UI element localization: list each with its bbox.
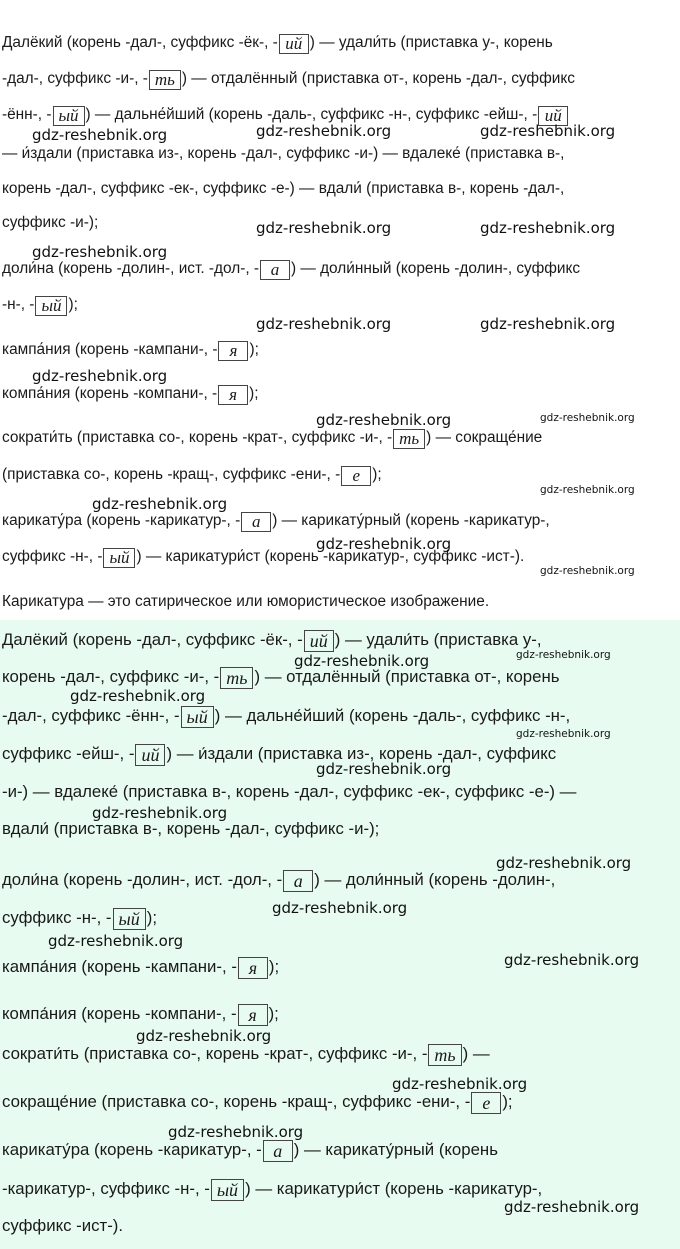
- watermark: gdz-reshebnik.org: [48, 932, 184, 950]
- text-segment: сокраще́ние (приставка со-, корень -кращ-, суффикс -ени-, -: [2, 1092, 471, 1111]
- ending-box: я: [218, 341, 248, 361]
- text-segment: доли́на (корень -долин-, ист. -дол-, -: [2, 260, 259, 277]
- ending-box: ый: [35, 296, 67, 316]
- text-segment: -дал-, суффикс -ённ-, -: [2, 706, 180, 725]
- ending-box: ый: [53, 106, 85, 126]
- text-segment: );: [372, 466, 382, 483]
- watermark: gdz-reshebnik.org: [480, 122, 616, 140]
- watermark: gdz-reshebnik.org: [540, 484, 635, 496]
- watermark: gdz-reshebnik.org: [136, 1027, 272, 1045]
- ending-box: ий: [279, 34, 309, 54]
- text-line: [2, 385, 259, 405]
- text-segment: Карикатура — это сатирическое или юмористическое изображение.: [2, 593, 490, 610]
- ending-box: ть: [149, 70, 181, 90]
- text-segment: -н-, -: [2, 296, 35, 313]
- text-segment: сократи́ть (приставка со-, корень -крат-, суффикс -и-, -: [2, 1044, 428, 1063]
- text-segment: ) — дальне́йший (корень -даль-, суффикс -н-, суффикс -ейш-, -: [85, 106, 538, 123]
- ending-box: ть: [220, 667, 253, 689]
- ending-box: ть: [393, 429, 425, 449]
- ending-box: ый: [113, 908, 146, 930]
- text-line: [2, 214, 98, 232]
- text-segment: ) — карикатури́ст (корень -карикатур-,: [245, 1179, 543, 1198]
- watermark: gdz-reshebnik.org: [168, 1123, 304, 1141]
- watermark: gdz-reshebnik.org: [504, 1198, 640, 1216]
- text-segment: суффикс -ейш-, -: [2, 744, 135, 763]
- ending-box: я: [238, 957, 268, 979]
- text-segment: ) — доли́нный (корень -долин-, суффикс: [291, 260, 581, 277]
- text-line: [2, 706, 570, 728]
- text-segment: сократи́ть (приставка со-, корень -крат-, суффикс -и-, -: [2, 429, 393, 446]
- text-line: [2, 1140, 498, 1162]
- text-segment: ) — карикату́рный (корень -карикатур-,: [272, 512, 550, 529]
- text-segment: Далёкий (корень -дал-, суффикс -ёк-, -: [2, 630, 303, 649]
- watermark: gdz-reshebnik.org: [480, 315, 616, 333]
- text-segment: );: [249, 341, 259, 358]
- text-line: [2, 744, 556, 766]
- watermark: gdz-reshebnik.org: [294, 652, 430, 670]
- text-line: [2, 341, 259, 361]
- text-line: [2, 70, 575, 90]
- text-segment: -ённ-, -: [2, 106, 52, 123]
- text-line: [2, 466, 382, 486]
- text-segment: суффикс -н-, -: [2, 908, 112, 927]
- text-segment: );: [502, 1092, 513, 1111]
- ending-box: е: [471, 1092, 501, 1114]
- watermark: gdz-reshebnik.org: [32, 367, 168, 385]
- watermark: gdz-reshebnik.org: [540, 565, 635, 577]
- text-line: [2, 180, 564, 198]
- text-line: [2, 548, 524, 568]
- answer-section-2: [0, 620, 680, 1249]
- text-segment: ) — карикату́рный (корень: [293, 1140, 498, 1159]
- ending-box: ий: [304, 630, 334, 652]
- ending-box: а: [241, 512, 271, 532]
- watermark: gdz-reshebnik.org: [256, 315, 392, 333]
- text-line: [2, 819, 379, 839]
- text-segment: ) — отдалённый (приставка от-, корень -дал-, суффикс: [181, 70, 575, 87]
- ending-box: ый: [211, 1179, 244, 1201]
- text-segment: -карикатур-, суффикс -н-, -: [2, 1179, 210, 1198]
- ending-box: ий: [135, 744, 165, 766]
- text-line: [2, 870, 555, 892]
- text-line: [2, 1044, 490, 1066]
- watermark: gdz-reshebnik.org: [32, 126, 168, 144]
- watermark: gdz-reshebnik.org: [504, 951, 640, 969]
- text-segment: суффикс -н-, -: [2, 548, 103, 565]
- watermark: gdz-reshebnik.org: [516, 728, 611, 740]
- ending-box: я: [238, 1004, 268, 1026]
- text-line: [2, 145, 564, 163]
- text-line: [2, 260, 580, 280]
- text-line: [2, 34, 553, 54]
- text-line: [2, 296, 78, 316]
- text-segment: );: [68, 296, 78, 313]
- watermark: gdz-reshebnik.org: [316, 760, 452, 778]
- text-segment: кампа́ния (корень -кампани-, -: [2, 957, 237, 976]
- text-segment: карикату́ра (корень -карикатур-, -: [2, 512, 241, 529]
- ending-box: а: [260, 260, 290, 280]
- watermark: gdz-reshebnik.org: [496, 854, 632, 872]
- text-segment: карикату́ра (корень -карикатур-, -: [2, 1140, 262, 1159]
- ending-box: я: [218, 385, 248, 405]
- text-line: [2, 908, 157, 930]
- watermark: gdz-reshebnik.org: [32, 243, 168, 261]
- text-line: [2, 1216, 123, 1236]
- watermark: gdz-reshebnik.org: [316, 411, 452, 429]
- text-segment: ) —: [462, 1044, 490, 1063]
- text-segment: — и́здали (приставка из-, корень -дал-, суффикс -и-) — вдалеке́ (приставка в-,: [2, 145, 565, 162]
- text-line: [2, 782, 576, 802]
- text-segment: компа́ния (корень -компани-, -: [2, 385, 218, 402]
- text-line: [2, 593, 489, 611]
- text-line: [2, 667, 559, 689]
- text-segment: суффикс -и-);: [2, 214, 99, 231]
- text-line: [2, 1092, 513, 1114]
- text-segment: ) — карикатури́ст (корень -карикатур-, суффикс -ист-).: [136, 548, 525, 565]
- text-line: [2, 106, 569, 126]
- watermark: gdz-reshebnik.org: [392, 1075, 528, 1093]
- watermark: gdz-reshebnik.org: [92, 804, 228, 822]
- answer-section-1: [0, 0, 680, 620]
- text-segment: -и-) — вдалеке́ (приставка в-, корень -дал-, суффикс -ек-, суффикс -е-) —: [2, 782, 577, 801]
- text-segment: ) — и́здали (приставка из-, корень -дал-, суффикс: [166, 744, 557, 763]
- text-segment: корень -дал-, суффикс -и-, -: [2, 667, 220, 686]
- text-segment: );: [146, 908, 157, 927]
- text-segment: ) — удали́ть (приставка у-,: [334, 630, 542, 649]
- ending-box: ий: [538, 106, 568, 126]
- text-line: [2, 512, 550, 532]
- watermark: gdz-reshebnik.org: [256, 219, 392, 237]
- text-segment: корень -дал-, суффикс -ек-, суффикс -е-) — вдали́ (приставка в-, корень -дал-,: [2, 180, 565, 197]
- ending-box: е: [341, 466, 371, 486]
- text-segment: компа́ния (корень -компани-, -: [2, 1004, 237, 1023]
- text-segment: ) — доли́нный (корень -долин-,: [314, 870, 556, 889]
- text-line: [2, 957, 279, 979]
- text-segment: );: [249, 385, 259, 402]
- text-line: [2, 1004, 279, 1026]
- ending-box: а: [263, 1140, 293, 1162]
- text-segment: (приставка со-, корень -кращ-, суффикс -ени-, -: [2, 466, 341, 483]
- text-segment: ) — отдалённый (приставка от-, корень: [254, 667, 560, 686]
- watermark: gdz-reshebnik.org: [540, 412, 635, 424]
- watermark: gdz-reshebnik.org: [70, 687, 206, 705]
- watermark: gdz-reshebnik.org: [272, 899, 408, 917]
- text-segment: ) — удали́ть (приставка у-, корень: [309, 34, 553, 51]
- ending-box: ть: [428, 1044, 461, 1066]
- text-segment: суффикс -ист-).: [2, 1216, 124, 1235]
- watermark: gdz-reshebnik.org: [256, 122, 392, 140]
- text-segment: кампа́ния (корень -кампани-, -: [2, 341, 218, 358]
- text-line: [2, 630, 542, 652]
- text-segment: Далёкий (корень -дал-, суффикс -ёк-, -: [2, 34, 278, 51]
- text-line: [2, 1179, 542, 1201]
- watermark: gdz-reshebnik.org: [92, 495, 228, 513]
- text-segment: доли́на (корень -долин-, ист. -дол-, -: [2, 870, 283, 889]
- text-segment: ) — сокраще́ние: [426, 429, 543, 446]
- text-line: [2, 429, 542, 449]
- text-segment: вдали́ (приставка в-, корень -дал-, суффикс -и-);: [2, 819, 380, 838]
- watermark: gdz-reshebnik.org: [516, 649, 611, 661]
- ending-box: ый: [103, 548, 135, 568]
- ending-box: ый: [181, 706, 214, 728]
- watermark: gdz-reshebnik.org: [316, 535, 452, 553]
- text-segment: );: [268, 957, 280, 976]
- watermark: gdz-reshebnik.org: [480, 219, 616, 237]
- text-segment: -дал-, суффикс -и-, -: [2, 70, 148, 87]
- text-segment: ) — дальне́йший (корень -даль-, суффикс -н-,: [214, 706, 571, 725]
- ending-box: а: [283, 870, 313, 892]
- text-segment: );: [268, 1004, 279, 1023]
